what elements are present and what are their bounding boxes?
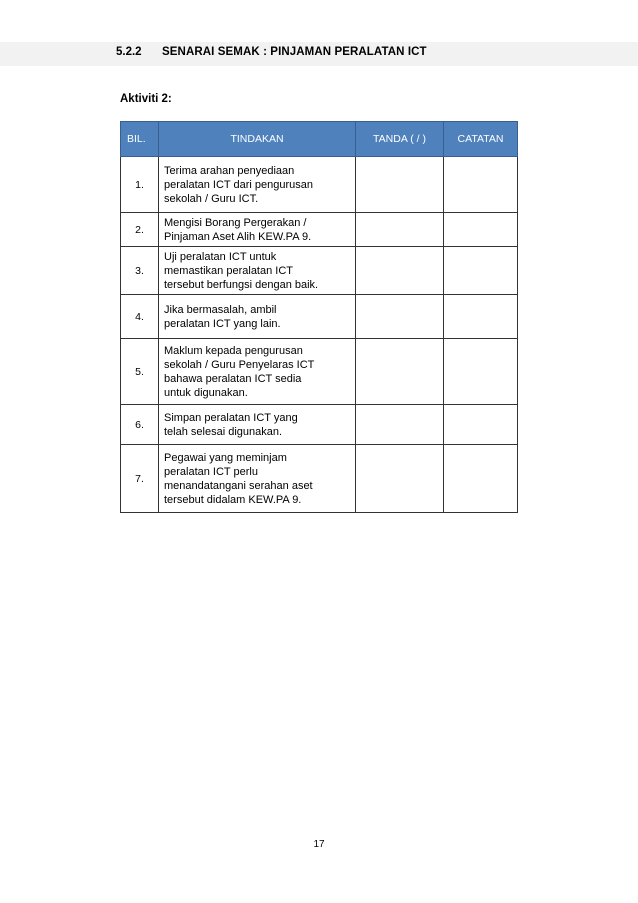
action-text-line: tersebut berfungsi dengan baik. (164, 278, 319, 291)
row-action (159, 157, 356, 213)
checklist-table (120, 121, 518, 513)
action-text-line: peralatan ICT perlu (164, 465, 258, 478)
row-number: 5. (121, 339, 159, 405)
header-tindakan: TINDAKAN (159, 122, 356, 157)
row-tanda-cell[interactable] (356, 213, 444, 247)
row-number: 2. (121, 213, 159, 247)
action-text-line: Pinjaman Aset Alih KEW.PA 9. (164, 230, 312, 243)
row-catatan-cell[interactable] (444, 247, 518, 295)
row-catatan-cell[interactable] (444, 213, 518, 247)
row-catatan-cell[interactable] (444, 405, 518, 445)
action-text-line: Simpan peralatan ICT yang (164, 411, 298, 424)
table-row (121, 339, 518, 405)
row-catatan-cell[interactable] (444, 445, 518, 513)
row-tanda-cell[interactable] (356, 157, 444, 213)
action-text-line: telah selesai digunakan. (164, 425, 283, 438)
action-text-line: untuk digunakan. (164, 386, 248, 399)
row-action (159, 213, 356, 247)
row-action (159, 247, 356, 295)
header-bil: BIL. (121, 122, 159, 157)
table-row (121, 157, 518, 213)
table-row (121, 445, 518, 513)
action-text-line: Maklum kepada pengurusan (164, 344, 303, 357)
table-row (121, 405, 518, 445)
action-text-line: Uji peralatan ICT untuk (164, 250, 277, 263)
activity-label: Aktiviti 2: (120, 93, 172, 105)
action-text-line: Jika bermasalah, ambil (164, 303, 277, 316)
row-action (159, 445, 356, 513)
row-tanda-cell[interactable] (356, 445, 444, 513)
row-action (159, 405, 356, 445)
table-header-row (121, 122, 518, 157)
table-row (121, 247, 518, 295)
row-number: 4. (121, 295, 159, 339)
row-tanda-cell[interactable] (356, 295, 444, 339)
section-number: 5.2.2 (116, 46, 142, 58)
action-text-line: Terima arahan penyediaan (164, 164, 295, 177)
action-text-line: menandatangani serahan aset (164, 479, 313, 492)
row-number: 7. (121, 445, 159, 513)
action-text-line: sekolah / Guru Penyelaras ICT (164, 358, 315, 371)
row-number: 6. (121, 405, 159, 445)
row-number: 1. (121, 157, 159, 213)
header-catatan: CATATAN (444, 122, 518, 157)
row-tanda-cell[interactable] (356, 405, 444, 445)
row-tanda-cell[interactable] (356, 339, 444, 405)
action-text-line: peralatan ICT dari pengurusan (164, 178, 314, 191)
row-number: 3. (121, 247, 159, 295)
action-text-line: sekolah / Guru ICT. (164, 192, 259, 205)
row-catatan-cell[interactable] (444, 157, 518, 213)
action-text-line: Mengisi Borang Pergerakan / (164, 216, 307, 229)
action-text-line: memastikan peralatan ICT (164, 264, 293, 277)
table-row (121, 295, 518, 339)
row-action (159, 339, 356, 405)
row-action (159, 295, 356, 339)
page-number: 17 (313, 839, 325, 850)
row-catatan-cell[interactable] (444, 295, 518, 339)
action-text-line: Pegawai yang meminjam (164, 451, 287, 464)
header-tanda: TANDA ( / ) (356, 122, 444, 157)
section-title: SENARAI SEMAK : PINJAMAN PERALATAN ICT (162, 46, 427, 58)
action-text-line: tersebut didalam KEW.PA 9. (164, 493, 302, 506)
row-tanda-cell[interactable] (356, 247, 444, 295)
action-text-line: bahawa peralatan ICT sedia (164, 372, 302, 385)
table-row (121, 213, 518, 247)
row-catatan-cell[interactable] (444, 339, 518, 405)
action-text-line: peralatan ICT yang lain. (164, 317, 281, 330)
